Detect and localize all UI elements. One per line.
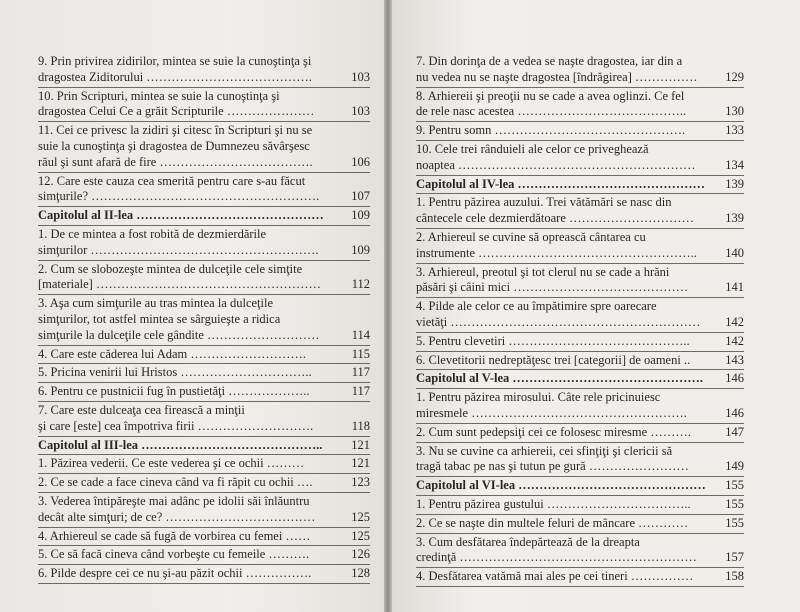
toc-page-number: 121 (351, 437, 370, 452)
entry-divider (38, 121, 370, 122)
entry-divider (38, 87, 370, 88)
toc-page-number: 125 (351, 509, 370, 524)
entry-divider (38, 345, 370, 346)
toc-entry (416, 390, 744, 422)
toc-chapter-heading (38, 438, 370, 454)
entry-divider (38, 382, 370, 383)
entry-divider (416, 442, 744, 443)
entry-divider (416, 140, 744, 141)
toc-entry-title: 3. Aşa cum simţurile au tras mintea la dulceţile simţurilor, tot astfel mintea se sârguieşte a ridica simţurile la dulceţile cele gândite ……………………… (38, 296, 320, 342)
book-gutter (384, 0, 392, 612)
toc-chapter-heading (416, 478, 744, 494)
toc-page-number: 117 (351, 365, 370, 380)
toc-entry (38, 547, 370, 563)
toc-entry-title: 6. Pentru ce pustnicii fug în pustietăţi ……………….. (38, 384, 310, 399)
toc-entry-title: 7. Din dorinţa de a vedea se naşte dragostea, iar din a nu vedea nu se naşte dragostea [îndrăgirea] …………… (416, 54, 698, 84)
entry-divider (38, 545, 370, 546)
toc-page-number: 149 (725, 459, 744, 474)
toc-page-number: 157 (725, 550, 744, 565)
toc-entry (38, 566, 370, 582)
toc-entry-title: 12. Care este cauza cea smerită pentru care s-au făcut simţurile? ………………………………………………. (38, 173, 320, 204)
toc-entry-title: 4. Pilde ale celor ce au împătimire spre oarecare vietăţi …………………………………………………… (416, 299, 701, 329)
entry-divider (38, 363, 370, 364)
toc-entry-title: 10. Cele trei rânduieli ale celor ce privegheazǎ noaptea ………………………………………………… (416, 141, 696, 172)
toc-entry (38, 262, 370, 294)
toc-entry-title: Capitolul al III-lea …………………………………….. (38, 437, 323, 452)
entry-divider (38, 527, 370, 528)
toc-entry (416, 334, 744, 350)
toc-entry (416, 89, 744, 121)
toc-chapter-heading (416, 177, 744, 193)
toc-entry (416, 425, 744, 441)
toc-page-number: 155 (725, 515, 744, 530)
toc-page-number: 123 (351, 475, 370, 490)
toc-entry (38, 456, 370, 472)
toc-entry (416, 54, 744, 86)
toc-page-number: 130 (725, 104, 744, 119)
toc-entry (416, 516, 744, 532)
toc-entry (38, 529, 370, 545)
toc-entry-title: 4. Care este căderea lui Adam ………………………. (38, 346, 306, 361)
entry-divider (416, 369, 744, 370)
toc-left-column (38, 54, 370, 585)
toc-entry-title: 3. Vederea întipăreşte mai adânc pe idolii săi înlăuntru decât alte simţuri; de ce? ……………………………… (38, 493, 316, 524)
toc-entry-title: 1. Pentru păzirea auzului. Trei vătămări se nasc din cântecele cele dezmierdătoare ………………………… (416, 195, 695, 226)
toc-entry (416, 497, 744, 513)
entry-divider (38, 454, 370, 455)
toc-entry (416, 230, 744, 262)
entry-divider (416, 533, 744, 534)
entry-divider (416, 175, 744, 176)
toc-entry-title: 2. Cum sunt pedepsiţi cei ce folosesc miresme ………. (416, 424, 691, 439)
toc-chapter-heading (38, 208, 370, 224)
toc-page-number: 103 (351, 104, 370, 119)
toc-page-number: 103 (351, 69, 370, 84)
entry-divider (416, 297, 744, 298)
toc-entry-title: Capitolul al V-lea ………………………………………. (416, 371, 704, 386)
toc-page-number: 109 (351, 242, 370, 257)
toc-right-column (416, 54, 744, 588)
toc-entry-title: 5. Pentru clevetiri …………………………………….. (416, 333, 690, 348)
toc-entry-title: 9. Prin privirea zidirilor, mintea se suie la cunoştinţa şi dragostea Ziditorului …………………………………. (38, 54, 312, 84)
toc-entry-title: 3. Nu se cuvine ca arhiereii, cei sfinţiţi şi clericii să tragă tabac pe nas şi tutun pe gură …………………… (416, 443, 689, 474)
entry-divider (38, 260, 370, 261)
entry-divider (416, 121, 744, 122)
entry-divider (416, 476, 744, 477)
toc-page-number: 117 (351, 384, 370, 399)
toc-page-number: 142 (725, 333, 744, 348)
toc-entry (38, 296, 370, 343)
toc-page-number: 129 (725, 69, 744, 84)
toc-entry (38, 384, 370, 400)
toc-entry (416, 265, 744, 297)
toc-entry-title: 1. Păzirea vederii. Ce este vederea şi ce ochii ……… (38, 456, 305, 471)
toc-entry (38, 174, 370, 206)
toc-page-number: 126 (351, 547, 370, 562)
entry-divider (38, 401, 370, 402)
toc-entry (38, 475, 370, 491)
entry-divider (416, 567, 744, 568)
toc-page-number: 141 (725, 280, 744, 295)
toc-entry-title: 11. Cei ce privesc la zidiri şi citesc în Scripturi şi nu se suie la cunoştinţa şi dragostea de Dumnezeu săvârşesc răul şi sunt afară de fire ………………………………. (38, 123, 313, 169)
toc-entry-title: 3. Cum desfătarea îndepărtează de la dreapta credinţă ………………………………………………… (416, 534, 697, 565)
toc-entry-title: 3. Arhiereul, preotul şi tot clerul nu se cade a hrăni păsări şi câini mici …………………………………… (416, 264, 689, 295)
toc-page-number: 147 (725, 424, 744, 439)
toc-page-number: 112 (351, 277, 370, 292)
toc-entry (416, 353, 744, 369)
toc-page-number: 142 (725, 314, 744, 329)
toc-entry (38, 494, 370, 526)
toc-entry-title: 2. Cum se slobozeşte mintea de dulceţile cele simţite [materiale] ……………………………………………… (38, 261, 321, 292)
toc-page-number: 134 (725, 157, 744, 172)
toc-page-number: 115 (351, 346, 370, 361)
entry-divider (416, 228, 744, 229)
toc-entry-title: 2. Ce se cade a face cineva când va fi răpit cu ochii …. (38, 475, 313, 490)
toc-entry (38, 403, 370, 435)
toc-page-number: 121 (351, 456, 370, 471)
toc-entry-title: 1. Pentru păzirea mirosului. Câte rele pricinuiesc miresmele ……………………………………………. (416, 390, 687, 420)
toc-entry (38, 227, 370, 259)
entry-divider (416, 332, 744, 333)
toc-page-number: 139 (725, 176, 744, 191)
entry-divider (416, 193, 744, 194)
toc-entry (38, 123, 370, 170)
toc-entry (416, 569, 744, 585)
toc-entry (416, 299, 744, 331)
toc-entry (416, 444, 744, 476)
toc-page-number: 107 (351, 189, 370, 204)
toc-page-number: 133 (725, 123, 744, 138)
toc-page-number: 128 (351, 566, 370, 581)
toc-page-number: 118 (351, 418, 370, 433)
toc-page-number: 143 (725, 352, 744, 367)
toc-entry-title: 5. Ce să facă cineva când vorbeşte cu femeile ………. (38, 547, 310, 562)
entry-divider (416, 388, 744, 389)
toc-entry (416, 535, 744, 567)
toc-entry-title: 7. Care este dulceaţa cea firească a minţii şi care [este] cea împotriva firii ………………………. (38, 402, 314, 433)
toc-entry (38, 347, 370, 363)
toc-entry-title: 6. Pilde despre cei ce nu şi-au păzit ochii ……………. (38, 566, 312, 581)
toc-page-number: 139 (725, 211, 744, 226)
toc-entry (416, 142, 744, 174)
toc-entry-title: 1. De ce mintea a fost robită de dezmierdările simţurilor ………………………………………………. (38, 226, 319, 257)
toc-entry-title: 5. Pricina venirii lui Hristos ………………………….. (38, 365, 312, 380)
entry-divider (38, 583, 370, 584)
toc-page-number: 125 (351, 528, 370, 543)
entry-divider (38, 225, 370, 226)
toc-entry-title: 10. Prin Scripturi, mintea se suie la cunoştinţa şi dragostea Celui Ce a grăit Scripturile ………………… (38, 88, 315, 119)
toc-entry (416, 195, 744, 227)
entry-divider (38, 294, 370, 295)
toc-page-number: 155 (725, 496, 744, 511)
entry-divider (38, 436, 370, 437)
entry-divider (38, 206, 370, 207)
entry-divider (416, 514, 744, 515)
entry-divider (416, 351, 744, 352)
toc-page-number: 146 (725, 371, 744, 386)
toc-page-number: 114 (351, 327, 370, 342)
entry-divider (416, 586, 744, 587)
entry-divider (416, 495, 744, 496)
toc-page-number: 158 (725, 569, 744, 584)
toc-page-number: 109 (351, 208, 370, 223)
entry-divider (416, 263, 744, 264)
toc-chapter-heading (416, 371, 744, 387)
toc-entry (416, 123, 744, 139)
toc-entry-title: Capitolul al IV-lea ……………………………………… (416, 176, 706, 191)
toc-entry-title: 4. Desfătarea vatămă mai ales pe cei tineri …………… (416, 569, 694, 584)
toc-entry-title: 1. Pentru păzirea gustului …………………………….. (416, 496, 691, 511)
toc-entry-title: 6. Clevetitorii nedreptăţesc trei [categorii] de oameni .. (416, 352, 691, 367)
toc-entry (38, 89, 370, 121)
toc-entry-title: Capitolul al II-lea ……………………………………… (38, 208, 324, 223)
toc-entry-title: 4. Arhiereul se cade să fugă de vorbirea cu femei …… (38, 528, 311, 543)
toc-entry (38, 365, 370, 381)
entry-divider (38, 172, 370, 173)
toc-entry (38, 54, 370, 86)
entry-divider (416, 423, 744, 424)
entry-divider (38, 473, 370, 474)
entry-divider (416, 87, 744, 88)
entry-divider (38, 564, 370, 565)
toc-entry-title: Capitolul al VI-lea ……………………………………… (416, 478, 706, 493)
toc-page-number: 140 (725, 245, 744, 260)
toc-entry-title: 8. Arhiereii şi preoţii nu se cade a avea oglinzi. Ce fel de rele nasc acestea ………………………………….. (416, 88, 687, 119)
toc-entry-title: 2. Arhiereul se cuvine să oprească cântarea cu instrumente …………………………………………….. (416, 229, 697, 260)
toc-entry-title: 2. Ce se naşte din multele feluri de mâncare ………… (416, 515, 689, 530)
toc-page-number: 155 (725, 478, 744, 493)
toc-page-number: 146 (725, 405, 744, 420)
toc-page-number: 106 (351, 154, 370, 169)
toc-entry-title: 9. Pentru somn ………………………………………. (416, 123, 686, 138)
entry-divider (38, 492, 370, 493)
